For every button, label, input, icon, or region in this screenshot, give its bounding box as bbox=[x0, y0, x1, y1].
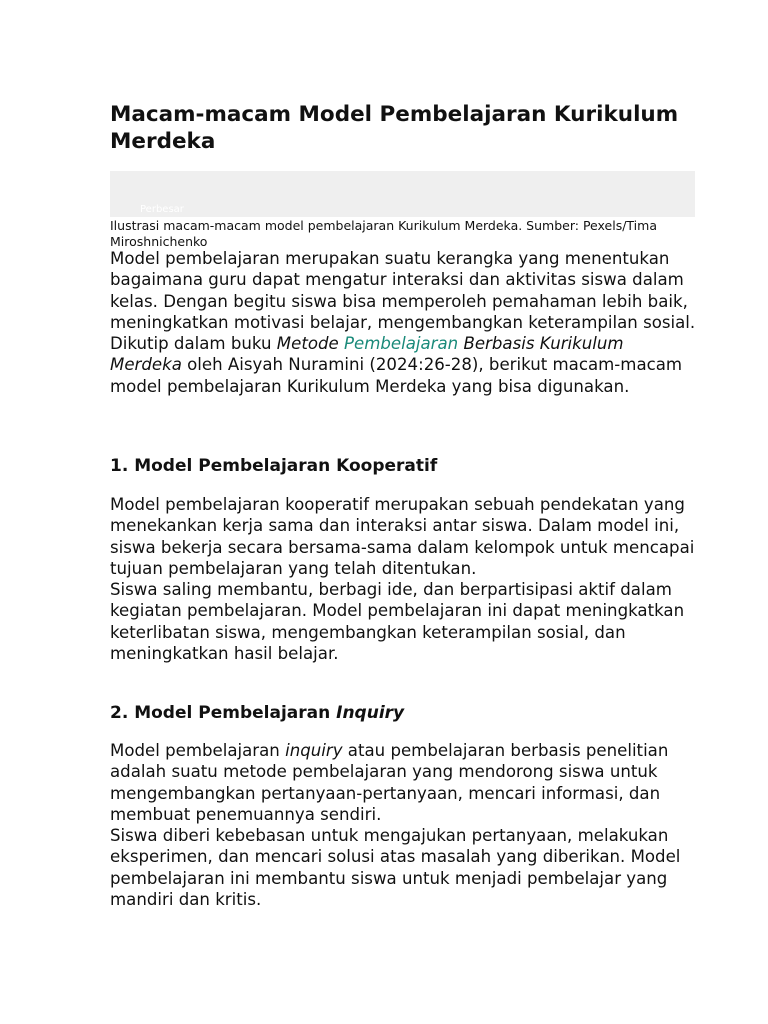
section-1-heading: 1. Model Pembelajaran Kooperatif bbox=[110, 456, 438, 476]
section-2-p1-before: Model pembelajaran bbox=[110, 741, 286, 760]
section-2-p1-italic: inquiry bbox=[285, 741, 343, 760]
section-1-body bbox=[110, 494, 700, 664]
section-2-paragraph-2: Siswa diberi kebebasan untuk mengajukan pertanyaan, melakukan eksperimen, dan mencari solusi atas masalah yang diberikan. Model pembelajaran ini membantu siswa untuk menjadi pembelajar yang mandiri dan kritis. bbox=[110, 826, 681, 910]
section-2-heading-prefix: 2. Model Pembelajaran bbox=[110, 703, 337, 723]
intro-paragraph-2 bbox=[110, 333, 700, 397]
book-title-part-2: Berbasis Kurikulum Merdeka bbox=[110, 334, 624, 375]
intro-text-before: Dikutip dalam buku bbox=[110, 334, 277, 354]
image-caption: Ilustrasi macam-macam model pembelajaran Kurikulum Merdeka. Sumber: Pexels/Tima Miroshnichenko bbox=[110, 218, 657, 249]
section-2-p1-after: atau pembelajaran berbasis penelitian adalah suatu metode pembelajaran yang mendorong siswa untuk mengembangkan pertanyaan-pertanyaan, mencari informasi, dan membuat penemuannya sendiri. bbox=[110, 741, 669, 824]
article-image[interactable] bbox=[110, 171, 695, 217]
section-2-paragraph-1 bbox=[110, 740, 700, 825]
book-title-part-1: Metode bbox=[276, 334, 344, 354]
book-title-link[interactable]: Pembelajaran bbox=[344, 334, 459, 354]
section-1-paragraph-1: Model pembelajaran kooperatif merupakan sebuah pendekatan yang menekankan kerja sama dan interaksi antar siswa. Dalam model ini, siswa bekerja secara bersama-sama dalam kelompok untuk mencapai tujuan pembelajaran yang telah ditentukan. bbox=[110, 495, 695, 578]
intro-text-after: oleh Aisyah Nuramini (2024:26-28), berikut macam-macam model pembelajaran Kurikulum Merdeka yang bisa digunakan. bbox=[110, 355, 683, 396]
article-title: Macam-macam Model Pembelajaran Kurikulum Merdeka bbox=[110, 102, 679, 154]
intro-block bbox=[110, 248, 700, 397]
section-2-heading bbox=[110, 702, 700, 724]
section-2-body bbox=[110, 740, 700, 910]
section-1-paragraph-2: Siswa saling membantu, berbagi ide, dan berpartisipasi aktif dalam kegiatan pembelajaran. Model pembelajaran ini dapat meningkatkan keterlibatan siswa, mengembangkan keterampilan sosial, dan meningkatkan hasil belajar. bbox=[110, 580, 685, 664]
section-2-heading-italic: Inquiry bbox=[336, 703, 405, 723]
intro-paragraph-1: Model pembelajaran merupakan suatu kerangka yang menentukan bagaimana guru dapat mengatur interaksi dan aktivitas siswa dalam kelas. Dengan begitu siswa bisa memperoleh pemahaman lebih baik, meningkatkan motivasi belajar, mengembangkan keterampilan sosial. bbox=[110, 249, 696, 332]
zoom-label[interactable]: Perbesar bbox=[140, 204, 184, 215]
